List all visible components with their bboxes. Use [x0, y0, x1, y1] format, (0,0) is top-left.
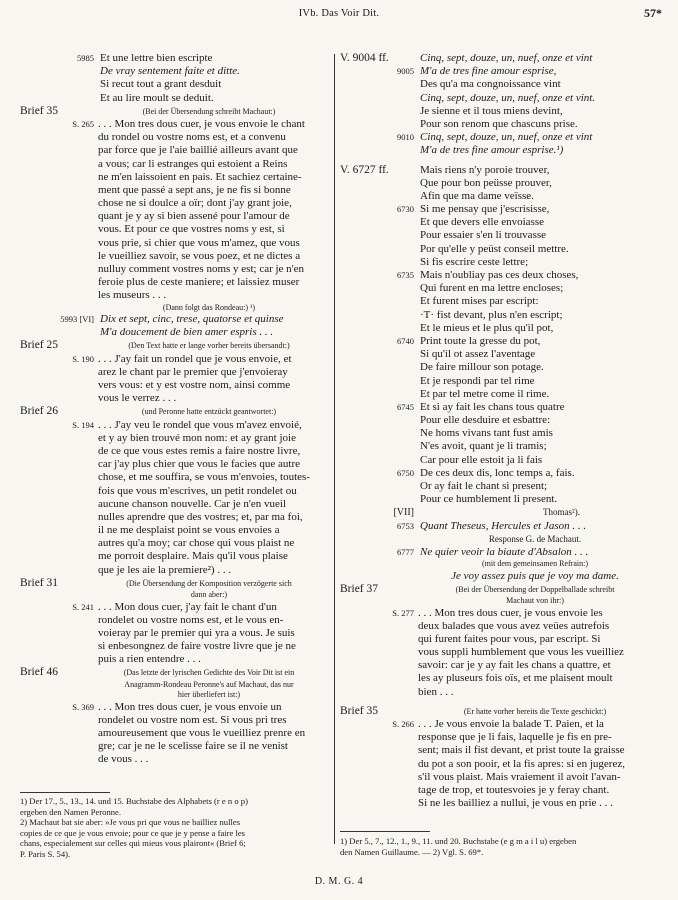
editorial-note: Anagramm-Rondeau Peronne's auf Machaut, das nur	[124, 679, 294, 689]
page-reference: S. 266	[392, 719, 414, 729]
right-line	[340, 229, 660, 242]
prose-text: amoureusement que vous le vueilliez prenre en	[98, 727, 306, 739]
left-line	[20, 92, 328, 105]
right-line	[340, 118, 660, 131]
left-footnote-line: ergeben den Namen Peronne.	[20, 806, 122, 817]
right-line	[340, 467, 660, 480]
verse-text: ·T· fist devant, plus n'en escript;	[420, 308, 563, 321]
page-number: 57*	[644, 6, 662, 20]
left-line	[20, 753, 328, 766]
verse-text: M'a doucement de bien amer espris . . .	[100, 326, 274, 339]
left-line	[20, 601, 328, 614]
right-line	[340, 480, 660, 493]
editorial-note: hier überliefert ist:)	[177, 690, 241, 700]
verse-text: Pour elle desduire et esbattre:	[420, 414, 551, 427]
editorial-note: (Dann folgt das Rondeau:) ¹)	[162, 302, 256, 312]
verse-text: Pour essaier s'en li trouvasse	[420, 229, 547, 242]
prose-text: arez le chant par le premier que j'envoieray	[98, 365, 288, 378]
prose-text: du rondel ou vostre noms est, et a convenu	[98, 131, 286, 144]
prose-text: . . . Mon tres dous cuer, je vous envoie un	[98, 700, 282, 713]
left-line	[20, 524, 328, 537]
right-line	[340, 414, 660, 427]
right-line	[340, 533, 660, 546]
right-line	[340, 758, 660, 771]
prose-text: les ay pluseurs fois oïs, et me plaisent moult	[418, 672, 613, 685]
right-line	[340, 440, 660, 453]
left-line	[20, 405, 328, 418]
header-title: IVb. Das Voir Dit.	[298, 8, 380, 19]
verse-number: 6750	[397, 467, 414, 478]
verse-text: Cinq, sept, douze, un, nuef, onze et vint	[420, 131, 593, 144]
right-line	[340, 105, 660, 118]
right-line	[340, 744, 660, 757]
verse-text: Si qu'il ot assez l'aventage	[420, 348, 536, 361]
left-line	[20, 653, 328, 666]
right-line	[340, 659, 660, 672]
section-note: (Er hatte vorher bereits die Texte geschickt:)	[463, 706, 607, 716]
prose-text: vous suppli humblement que vous les vueilliez	[418, 646, 624, 659]
left-line	[20, 353, 328, 366]
section-label: Brief 26	[20, 405, 59, 418]
column-divider	[334, 54, 335, 844]
prose-text: et y ay bien trouvé mon nom: et ay grant joie	[98, 431, 296, 444]
left-line	[20, 701, 328, 714]
left-line	[20, 366, 328, 379]
prose-text: que je les aie la premiere²) . . .	[98, 563, 232, 576]
right-line	[340, 144, 660, 157]
right-line	[340, 570, 660, 583]
right-line	[340, 646, 660, 659]
prose-text: . . . Mon tres dous cuer, je vous envoie le chant	[98, 117, 305, 130]
section-label: V. 6727 ff.	[340, 163, 389, 176]
right-line	[340, 322, 660, 335]
left-line	[20, 498, 328, 511]
right-line	[340, 705, 660, 718]
prose-text: du pot a son pooir, et la fis apres: si en jugerez,	[418, 757, 625, 770]
prose-text: car j'ay plus chier que vous le facies que autre	[98, 458, 301, 471]
prose-text: s'il vous plaist. Mais vraiement il avoit l'avan-	[418, 770, 621, 783]
prose-text: ne m'en laissoient en pais. Et sachiez certaine-	[98, 170, 302, 183]
prose-text: vers vous: et y est vostre nom, ainsi comme	[98, 379, 291, 391]
verse-text: Ne quier veoir la biaute d'Absalon . . .	[420, 545, 589, 558]
prose-text: puis a rien entendre . . .	[98, 653, 201, 666]
verse-text: Pour son renom que chascuns prise.	[420, 117, 578, 130]
right-line	[340, 216, 660, 229]
left-line	[20, 680, 328, 691]
prose-text: savoir: car je y ay fait les chans a quattre, et	[418, 659, 611, 672]
verse-text: M'a de tres fine amour esprise.¹)	[420, 144, 564, 157]
verse-text: Et que devers elle envoiasse	[420, 216, 545, 229]
prose-text: . . . Je vous envoie la balade T. Paien, et la	[418, 718, 604, 730]
prose-text: a vous; car li estranges qui estoient a Reins	[98, 157, 288, 170]
left-footnote-line: 1) Der 17., 5., 13., 14. und 15. Buchstabe des Alphabets (r e n o p)	[20, 796, 248, 806]
right-line	[340, 520, 660, 533]
section-label: Brief 46	[20, 666, 59, 679]
left-line	[20, 339, 328, 352]
prose-text: feroie plus de ceste maniere; et laissiez muser	[98, 276, 300, 289]
left-line	[20, 118, 328, 131]
left-line	[20, 537, 328, 550]
left-line	[20, 158, 328, 171]
prose-text: le vueilliez savoir, se vous poez, et ne dictes a	[98, 249, 301, 262]
prose-text: nulles aprendre que des vostres; et, par ma foi,	[98, 510, 303, 523]
right-line	[340, 190, 660, 203]
verse-text: Et le mieus et le plus qu'il pot,	[420, 321, 554, 334]
prose-text: les museurs . . .	[98, 289, 167, 302]
right-line	[340, 731, 660, 744]
left-line	[20, 432, 328, 445]
right-line	[340, 282, 660, 295]
section-label: Brief 35	[340, 704, 379, 717]
left-column	[20, 52, 328, 767]
section-note: (Bei der Übersendung schreibt Machaut:)	[142, 106, 276, 116]
right-line	[340, 269, 660, 282]
left-line	[20, 105, 328, 118]
verse-number: 6735	[397, 270, 414, 280]
left-line	[20, 640, 328, 653]
left-line	[20, 714, 328, 727]
verse-text: Et au lire moult se deduit.	[100, 91, 214, 104]
prose-text: rondelet ou vostre nom est. Si vous pri tres	[98, 713, 287, 726]
right-line	[340, 784, 660, 797]
prose-text: fois que vous m'escrives, un petit rondelet ou	[98, 484, 297, 497]
right-line	[340, 454, 660, 467]
left-line	[20, 511, 328, 524]
verse-text: Dix et sept, cinc, trese, quatorse et quinse	[100, 313, 284, 326]
verse-number: 6740	[397, 335, 414, 346]
verse-text: De ces deux dis, lonc temps a, fais.	[420, 466, 575, 479]
left-line	[20, 131, 328, 144]
page-reference: S. 241	[72, 601, 94, 612]
right-line	[340, 596, 660, 607]
left-line	[20, 590, 328, 601]
verse-text: Mais n'oubliay pas ces deux choses,	[420, 269, 579, 281]
left-footnotes	[20, 796, 328, 859]
left-line	[20, 627, 328, 640]
section-label: V. 9004 ff.	[340, 52, 389, 64]
prose-text: me porroit desplaire. Mais qu'il vous plaise	[98, 550, 288, 563]
prose-text: nulluy comment vostres noms y est; car je n'en	[98, 263, 305, 275]
verse-text: Cinq, sept, douze, un, nuef, onze et vint.	[420, 91, 596, 104]
right-footnotes	[340, 836, 660, 857]
right-line	[340, 65, 660, 78]
page-reference: S. 265	[72, 118, 94, 129]
left-line	[20, 727, 328, 740]
verse-text: Ne homs vivans tant fust amis	[420, 427, 553, 440]
left-footnote-line: chans, especialement sur celles qui mieus vous plairont« (Brief 6;	[20, 838, 246, 848]
prose-text: vous le verrez . . .	[98, 392, 177, 405]
left-line	[20, 379, 328, 392]
prose-text: voieray par le premier qui yra a vous. Je suis	[98, 626, 295, 639]
verse-number: 9010	[397, 132, 414, 143]
right-line	[340, 718, 660, 731]
verse-text: Et furent mises par escript:	[420, 295, 539, 308]
right-line	[340, 131, 660, 144]
right-line	[340, 361, 660, 374]
right-line	[340, 256, 660, 269]
right-line	[340, 177, 660, 190]
prose-text: autres qu'a moy; car chose qui vous plaist ne	[98, 537, 295, 550]
prose-text: tage de trop, et toutesvoies je y feray chant.	[418, 783, 610, 796]
left-line	[20, 471, 328, 484]
verse-text: Et une lettre bien escripte	[100, 52, 213, 64]
editorial-note: (mit dem gemeinsamen Refrain:)	[482, 559, 588, 569]
verse-text: Or ay fait le chant si present;	[420, 480, 548, 492]
left-line	[20, 666, 328, 679]
verse-text: Qui furent en ma lettre encloses;	[420, 282, 564, 295]
verse-text: Quant Theseus, Hercules et Jason . . .	[420, 519, 587, 532]
right-footnote-rule	[340, 831, 430, 832]
right-line	[340, 546, 660, 559]
verse-number: 6777	[397, 546, 414, 557]
left-line	[20, 223, 328, 236]
verse-number: 9005	[397, 66, 414, 77]
prose-text: par force que je l'aie baillié ailleurs avant que	[98, 144, 298, 157]
left-line	[20, 485, 328, 498]
prose-text: il ne me desplaist point se vous envoies a	[98, 524, 280, 537]
verse-text: Si fis escrire ceste lettre;	[420, 255, 529, 268]
prose-text: . . . Mon dous cuer, j'ay fait le chant d'un	[98, 600, 277, 613]
editorial-note: Machaut von ihr:)	[506, 596, 564, 605]
section-marker: [VII]	[393, 507, 414, 519]
left-line	[20, 78, 328, 91]
attribution: Thomas²).	[543, 507, 580, 518]
left-footnote-line: 2) Machaut bat sie aber: »Je vous pri que vous ne bailliez nulles	[20, 817, 241, 827]
left-line	[20, 303, 328, 314]
verse-number: 6745	[397, 401, 414, 412]
prose-text: chose ne si doulce a oïr; dont j'ay grant joie,	[98, 197, 292, 210]
right-line	[340, 243, 660, 256]
right-footnote-line: 1) Der 5., 7., 12., 1., 9., 11. und 20. Buchstabe (e g m a i l u) ergeben	[340, 836, 577, 846]
verse-text: Car pour elle estoit ja li fais	[420, 453, 543, 466]
verse-text: Et je respondi par tel rime	[420, 374, 535, 387]
right-line	[340, 92, 660, 105]
prose-text: sent; mais il fist devant, et prist toute la graisse	[418, 744, 625, 757]
right-line	[340, 375, 660, 388]
verse-text: Pour ce humblement li present.	[420, 493, 558, 506]
right-line	[340, 295, 660, 308]
right-line	[340, 388, 660, 401]
verse-text: Print toute la gresse du pot,	[420, 334, 541, 347]
left-line	[20, 313, 328, 326]
prose-text: . . . J'ay veu le rondel que vous m'avez envoié,	[98, 418, 302, 431]
refrain-line: Je voy assez puis que je voy ma dame.	[451, 569, 619, 582]
right-line	[340, 607, 660, 620]
section-note: (Bei der Übersendung der Doppelballade schreibt	[455, 584, 615, 594]
prose-text: si enbesongnez de faire vostre livre que je ne	[98, 640, 296, 653]
verse-text: Et par tel metre come il rime.	[420, 387, 550, 400]
response-heading: Response G. de Machaut.	[488, 533, 582, 544]
verse-text: Des qu'a ma congnoissance vint	[420, 78, 561, 91]
right-line	[340, 797, 660, 810]
verse-text: Et si ay fait les chans tous quatre	[420, 400, 565, 413]
left-line	[20, 52, 328, 65]
section-label: Brief 25	[20, 339, 59, 352]
section-note: (Den Text hatte er lange vorher bereits übersandt:)	[128, 341, 290, 351]
prose-text: chose, et me souffira, se vous m'envoies, toutes-	[98, 471, 310, 484]
prose-text: deux balades que vous avez veües autrefois	[418, 619, 610, 632]
left-line	[20, 197, 328, 210]
verse-text: Je sienne et il tous miens devint,	[420, 104, 563, 117]
section-label: Brief 37	[340, 582, 379, 595]
section-note: (Das letzte der lyrischen Gedichte des Voir Dit ist ein	[123, 668, 295, 678]
right-line	[340, 559, 660, 570]
editorial-note: dann aber:)	[190, 590, 228, 599]
right-footnote-line: den Namen Guillaume. — 2) Vgl. S. 69*.	[340, 846, 484, 857]
right-line	[340, 164, 660, 177]
page-reference: S. 369	[72, 701, 94, 712]
prose-text: Si ne les bailliez a nullui, je vous en prie . . .	[418, 797, 613, 810]
right-line	[340, 771, 660, 784]
right-line	[340, 506, 660, 519]
verse-text: Si me pensay que j'escrisisse,	[420, 203, 550, 216]
right-line	[340, 686, 660, 699]
left-line	[20, 614, 328, 627]
prose-text: de ce que vous estes remis a faire nostre livre,	[98, 444, 301, 457]
verse-text: Por qu'elle y peüst conseil mettre.	[420, 242, 569, 255]
right-line	[340, 401, 660, 414]
verse-text: M'a de tres fine amour esprise,	[420, 65, 557, 78]
left-line	[20, 550, 328, 563]
prose-text: bien . . .	[418, 685, 454, 698]
prose-text: ment que passé a sept ans, je ne fis si bonne	[98, 183, 291, 196]
left-line	[20, 171, 328, 184]
verse-text: N'es avoit, quant je li tramis;	[420, 440, 547, 453]
right-line	[340, 633, 660, 646]
right-column	[340, 52, 660, 810]
right-line	[340, 493, 660, 506]
prose-text: vous. Et pour ce que vostres noms y est, si	[98, 223, 285, 236]
verse-number: 6753	[397, 520, 414, 531]
page-reference: S. 194	[72, 419, 94, 430]
left-line	[20, 144, 328, 157]
left-line	[20, 210, 328, 223]
left-footnote-line: P. Paris S. 54).	[20, 848, 71, 859]
right-line	[340, 427, 660, 440]
right-line	[340, 672, 660, 685]
prose-text: . . . J'ay fait un rondel que je vous envoie, et	[98, 352, 292, 365]
prose-text: response que je li fais, laquelle je fis en pre-	[418, 731, 612, 744]
page-reference: S. 190	[72, 353, 94, 364]
left-line	[20, 392, 328, 405]
verse-text: Mais riens n'y poroie trouver,	[420, 163, 550, 176]
left-line	[20, 419, 328, 432]
left-line	[20, 740, 328, 753]
prose-text: gre; car je ne le scelisse faire se il ne venist	[98, 740, 288, 753]
page-reference: S. 277	[392, 607, 414, 618]
left-line	[20, 289, 328, 302]
right-line	[340, 583, 660, 596]
prose-text: qui furent faites pour vous, par escript. Si	[418, 632, 601, 645]
section-note: (Die Übersendung der Komposition verzögerte sich	[126, 578, 292, 588]
right-line	[340, 203, 660, 216]
prose-text: rondelet ou vostre noms est, et le vous en-	[98, 613, 284, 626]
left-line	[20, 564, 328, 577]
section-label: Brief 35	[20, 104, 59, 117]
prose-text: de vous . . .	[98, 753, 149, 766]
left-line	[20, 237, 328, 250]
left-line	[20, 263, 328, 276]
verse-number: 6730	[397, 204, 414, 215]
prose-text: quant je y ay si bien assené pour l'amour de	[98, 210, 290, 223]
verse-text: Cinq, sept, douze, un, nuef, onze et vint	[420, 52, 593, 64]
section-label: Brief 31	[20, 576, 59, 589]
section-note: (und Peronne hatte entzückt geantwortet:)	[141, 407, 277, 417]
verse-text: Afin que ma dame veïsse.	[420, 189, 534, 202]
verse-number: 5993 [VI]	[60, 314, 94, 325]
right-line	[340, 78, 660, 91]
verse-text: Que pour bon peüsse prouver,	[420, 176, 552, 189]
left-line	[20, 184, 328, 197]
right-line	[340, 335, 660, 348]
left-line	[20, 65, 328, 78]
sheet-signature: D. M. G. 4	[314, 876, 364, 887]
left-line	[20, 577, 328, 590]
left-line	[20, 326, 328, 339]
left-line	[20, 445, 328, 458]
prose-text: vous prie, si chier que vous m'amez, que vous	[98, 236, 300, 249]
right-line	[340, 52, 660, 65]
prose-text: aucune chanson nouvelle. Car je n'en vueil	[98, 497, 286, 510]
right-line	[340, 348, 660, 361]
left-line	[20, 250, 328, 263]
left-line	[20, 690, 328, 701]
right-line	[340, 309, 660, 322]
verse-text: De faire millour son potage.	[420, 361, 544, 374]
left-line	[20, 276, 328, 289]
verse-text: Si recut tout a grant desduit	[100, 78, 222, 91]
verse-text: De vray sentement faite et ditte.	[100, 65, 240, 78]
verse-number: 5985	[77, 53, 94, 63]
prose-text: . . . Mon tres dous cuer, je vous envoie les	[418, 606, 603, 619]
left-footnote-rule	[20, 792, 110, 793]
right-line	[340, 620, 660, 633]
left-footnote-line: copies de ce que je vous envoie; pour ce que je y pense a faire les	[20, 827, 246, 838]
left-line	[20, 458, 328, 471]
